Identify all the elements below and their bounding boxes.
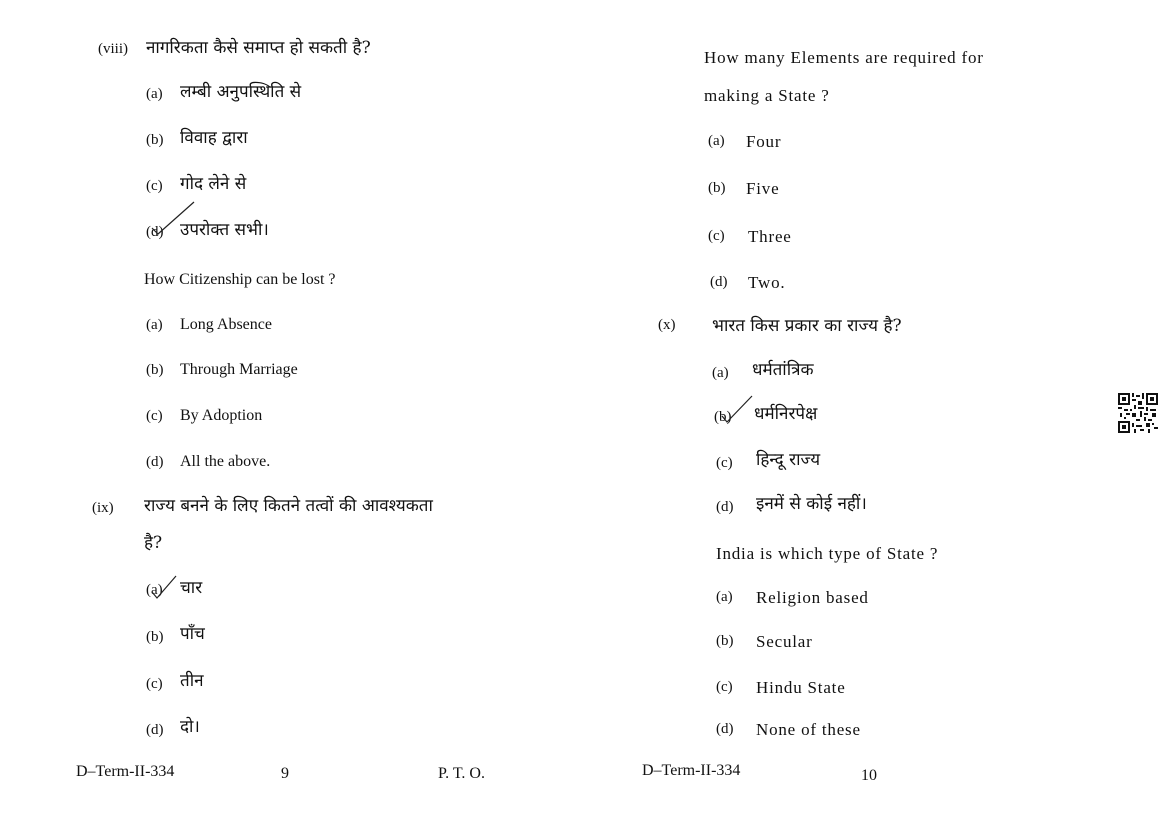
option-text-english: By Adoption: [180, 407, 263, 424]
option-label: (d): [716, 721, 734, 737]
option-text-english: Religion based: [756, 588, 869, 607]
page-number: 10: [861, 767, 877, 784]
option-text-hindi: धर्मतांत्रिक: [752, 360, 814, 380]
option-label: (a): [146, 317, 163, 333]
question-number: (viii): [98, 41, 128, 57]
option-label: (b): [146, 132, 164, 148]
option-label: (c): [716, 455, 733, 471]
option-text-hindi: हिन्दू राज्य: [756, 450, 821, 470]
option-text-hindi: पाँच: [180, 624, 205, 644]
question-text-english: How many Elements are required for: [704, 48, 984, 67]
option-text-english: Through Marriage: [180, 361, 298, 378]
option-label: (b): [714, 409, 732, 425]
question-text-english: India is which type of State ?: [716, 544, 939, 563]
question-text-english: How Citizenship can be lost ?: [144, 271, 336, 288]
option-label: (b): [716, 633, 734, 649]
option-text-hindi: उपरोक्त सभी।: [180, 220, 269, 240]
option-label: (b): [708, 180, 726, 196]
qr-code-icon: [1118, 393, 1158, 433]
option-text-hindi: लम्बी अनुपस्थिति से: [180, 82, 302, 102]
option-label: (c): [716, 679, 733, 695]
option-label: (a): [146, 582, 163, 598]
option-label: (d): [146, 224, 164, 240]
tick-mark-icon: [150, 200, 196, 236]
option-text-english: Five: [746, 179, 780, 198]
question-text-hindi: राज्य बनने के लिए कितने तत्वों की आवश्यकता: [144, 496, 433, 516]
page-number: 9: [281, 765, 289, 782]
question-number: (ix): [92, 500, 114, 516]
option-text-english: Four: [746, 132, 782, 151]
option-text-english: Secular: [756, 632, 813, 651]
tick-mark-icon: [150, 574, 178, 600]
question-text-english: making a State ?: [704, 86, 830, 105]
option-label: (c): [146, 178, 163, 194]
option-label: (d): [710, 274, 728, 290]
option-label: (a): [716, 589, 733, 605]
paper-code: D–Term-II-334: [642, 762, 741, 779]
option-label: (c): [146, 408, 163, 424]
option-text-english: Long Absence: [180, 316, 272, 333]
option-label: (c): [708, 228, 725, 244]
option-text-english: Three: [748, 227, 792, 246]
option-label: (b): [146, 629, 164, 645]
option-label: (c): [146, 676, 163, 692]
option-text-english: All the above.: [180, 453, 271, 470]
option-label: (a): [708, 133, 725, 149]
question-text-hindi: नागरिकता कैसे समाप्त हो सकती है?: [146, 38, 371, 58]
paper-code: D–Term-II-334: [76, 763, 175, 780]
question-text-hindi: है?: [144, 533, 163, 553]
option-label: (a): [146, 86, 163, 102]
option-label: (d): [146, 454, 164, 470]
option-label: (d): [716, 499, 734, 515]
option-text-hindi: विवाह द्वारा: [180, 128, 248, 148]
option-text-hindi: तीन: [180, 671, 204, 691]
question-number: (x): [658, 317, 676, 333]
option-text-english: Two.: [748, 273, 786, 292]
tick-mark-icon: [720, 394, 754, 424]
option-text-hindi: चार: [180, 578, 203, 598]
option-text-english: None of these: [756, 720, 861, 739]
option-label: (d): [146, 722, 164, 738]
option-text-hindi: धर्मनिरपेक्ष: [754, 404, 818, 424]
option-text-english: Hindu State: [756, 678, 846, 697]
option-text-hindi: इनमें से कोई नहीं।: [756, 494, 867, 514]
option-text-hindi: गोद लेने से: [180, 174, 247, 194]
pto-label: P. T. O.: [438, 765, 485, 782]
option-text-hindi: दो।: [180, 717, 200, 737]
option-label: (b): [146, 362, 164, 378]
option-label: (a): [712, 365, 729, 381]
question-text-hindi: भारत किस प्रकार का राज्य है?: [712, 316, 902, 336]
